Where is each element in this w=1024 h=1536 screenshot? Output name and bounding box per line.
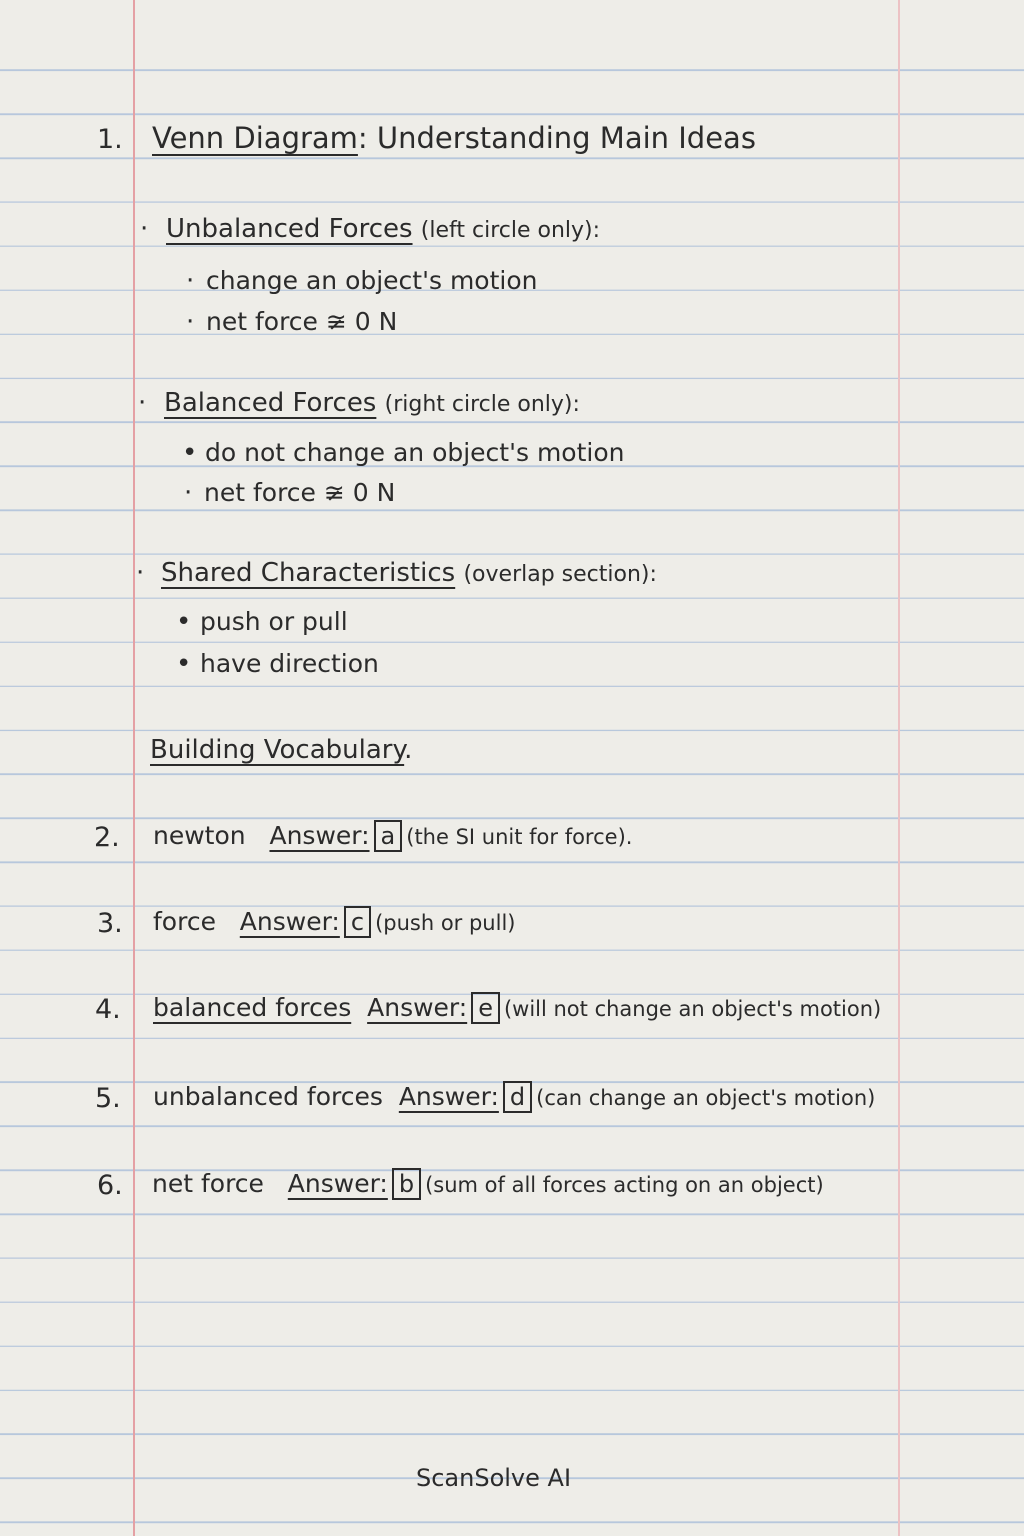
section-title-rest: : Understanding Main Ideas [357, 121, 756, 155]
vocab-term: unbalanced forces [153, 1082, 383, 1111]
vocab-note: (will not change an object's motion) [503, 997, 882, 1021]
section-title [152, 121, 756, 155]
vocab-row [153, 992, 881, 1024]
answer-label: Answer: [367, 993, 468, 1022]
left-margin-line [133, 0, 135, 1536]
shared-heading-text: Shared Characteristics [161, 558, 456, 588]
vocab-row [153, 820, 632, 852]
answer-box: d [503, 1081, 532, 1113]
footer-brand: ScanSolve AI [416, 1464, 572, 1492]
bullet-icon: • [182, 438, 198, 468]
balanced-heading-text: Balanced Forces [164, 388, 377, 418]
vocab-term: force [153, 907, 216, 936]
vocab-note: (can change an object's motion) [536, 1086, 876, 1110]
bullet-icon: · [184, 478, 193, 508]
list-item: push or pull [200, 607, 348, 636]
right-margin-line [898, 0, 900, 1536]
answer-label: Answer: [269, 821, 370, 850]
answer-label: Answer: [398, 1082, 499, 1111]
list-item: change an object's motion [206, 266, 538, 295]
answer-box: b [392, 1168, 421, 1200]
item-number: 1. [97, 124, 123, 155]
vocabulary-title: Building Vocabulary. [150, 735, 413, 765]
bullet-icon: · [186, 266, 195, 296]
answer-label: Answer: [239, 907, 340, 936]
list-item: have direction [200, 649, 379, 678]
bullet-icon: · [136, 558, 145, 588]
bullet-icon: · [138, 388, 147, 418]
vocab-row [152, 1168, 824, 1200]
shared-qualifier: (overlap section): [463, 562, 657, 587]
item-number: 4. [95, 994, 121, 1025]
answer-box: c [344, 906, 371, 938]
unbalanced-qualifier: (left circle only): [420, 218, 601, 243]
item-number: 3. [97, 908, 123, 939]
bullet-icon: · [140, 214, 149, 244]
bullet-icon: · [186, 307, 195, 337]
unbalanced-heading [166, 216, 600, 242]
section-title-main: Venn Diagram [152, 121, 358, 155]
vocab-term: newton [153, 821, 246, 850]
answer-box: a [374, 820, 403, 852]
vocabulary-title-text: Building Vocabulary [150, 735, 405, 765]
item-number: 6. [97, 1170, 123, 1201]
vocab-note: (sum of all forces acting on an object) [425, 1173, 824, 1197]
vocab-note: (push or pull) [375, 911, 516, 935]
item-number: 5. [95, 1083, 121, 1114]
vocab-term: net force [152, 1169, 264, 1198]
answer-box: e [471, 992, 500, 1024]
vocab-row [153, 906, 515, 938]
unbalanced-heading-text: Unbalanced Forces [166, 214, 413, 244]
vocab-note: (the SI unit for force). [406, 825, 633, 849]
list-item: do not change an object's motion [205, 438, 625, 467]
list-item: net force ≆ 0 N [204, 478, 396, 507]
vocab-row [153, 1081, 875, 1113]
bullet-icon: • [176, 649, 192, 679]
answer-label: Answer: [287, 1169, 388, 1198]
shared-heading [161, 560, 657, 586]
bullet-icon: • [176, 607, 192, 637]
balanced-heading [164, 390, 580, 416]
item-number: 2. [94, 822, 120, 853]
vocab-term: balanced forces [153, 993, 352, 1022]
list-item: net force ≆ 0 N [206, 307, 398, 336]
balanced-qualifier: (right circle only): [384, 392, 580, 417]
